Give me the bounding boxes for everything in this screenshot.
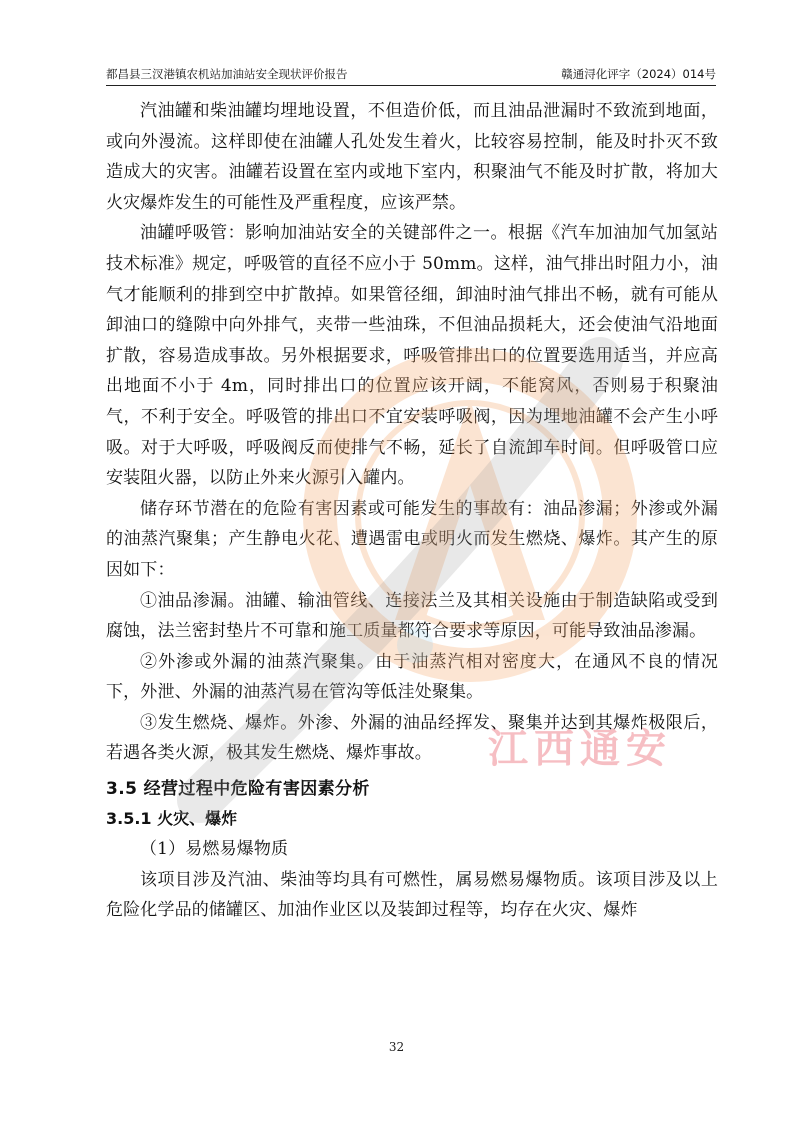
running-header bbox=[106, 66, 716, 84]
paragraph-storage-hazards: 储存环节潜在的危险有害因素或可能发生的事故有：油品渗漏；外渗或外漏的油蒸汽聚集；产生静电火花、遭遇雷电或明火而发生燃烧、爆炸。其产生的原因如下： bbox=[106, 498, 718, 580]
paragraph-breather-pipe: 油罐呼吸管：影响加油站安全的关键部件之一。根据《汽车加油加气加氢站技术标准》规定，呼吸管的直径不应小于 50mm。这样，油气排出时阻力小，油气才能顺利的排到空中扩散掉。如果管径细，卸油时油气排出不畅，就有可能从卸油口的缝隙中向外排气，夹带一些油珠，不但油品损耗大，还会使油气沿地面扩散，容易造成事故。另外根据要求，呼吸管排出口的位置要选用适当，并应高出地面不小于 4m，同时排出口的位置应该开阔，不能窝风，否则易于积聚油气，不利于安全。呼吸管的排出口不宜安装呼吸阀，因为埋地油罐不会产生小呼吸。对于大呼吸，呼吸阀反而使排气不畅，延长了自流卸车时间。但呼吸管口应安装阻火器，以防止外来火源引入罐内。 bbox=[106, 223, 718, 489]
paragraph-combustion-explosion: ③发生燃烧、爆炸。外渗、外漏的油品经挥发、聚集并达到其爆炸极限后，若遇各类火源，极其发生燃烧、爆炸事故。 bbox=[106, 712, 718, 764]
paragraph-vapor-accumulation: ②外渗或外漏的油蒸汽聚集。由于油蒸汽相对密度大，在通风不良的情况下，外泄、外漏的油蒸汽易在管沟等低洼处聚集。 bbox=[106, 651, 718, 703]
page-number: 32 bbox=[388, 1040, 405, 1054]
body-text bbox=[106, 96, 718, 926]
header-divider bbox=[106, 85, 716, 86]
watermark-red-text: 江西通安 bbox=[488, 726, 672, 772]
paragraph-flammable-description: 该项目涉及汽油、柴油等均具有可燃性，属易燃易爆物质。该项目涉及以上危险化学品的储罐区、加油作业区以及装卸过程等，均存在火灾、爆炸 bbox=[106, 869, 718, 921]
header-report-title: 都昌县三汊港镇农机站加油站安全现状评价报告 bbox=[106, 67, 348, 81]
section-heading: 3.5 经营过程中危险有害因素分析 bbox=[106, 779, 370, 800]
header-report-number: 赣通浔化评字（2024）014号 bbox=[561, 67, 716, 81]
paragraph-tank-burial: 汽油罐和柴油罐均埋地设置，不但造价低，而且油品泄漏时不致流到地面，或向外漫流。这样即使在油罐人孔处发生着火，比较容易控制，能及时扑灭不致造成大的灾害。油罐若设置在室内或地下室内，积聚油气不能及时扩散，将加大火灾爆炸发生的可能性及严重程度，应该严禁。 bbox=[106, 101, 718, 213]
list-item-flammable-substances: （1）易燃易爆物质 bbox=[140, 839, 289, 860]
subsection-heading: 3.5.1 火灾、爆炸 bbox=[106, 809, 238, 829]
paragraph-oil-leakage: ①油品渗漏。油罐、输油管线、连接法兰及其相关设施由于制造缺陷或受到腐蚀，法兰密封垫片不可靠和施工质量都符合要求等原因，可能导致油品渗漏。 bbox=[106, 590, 718, 642]
